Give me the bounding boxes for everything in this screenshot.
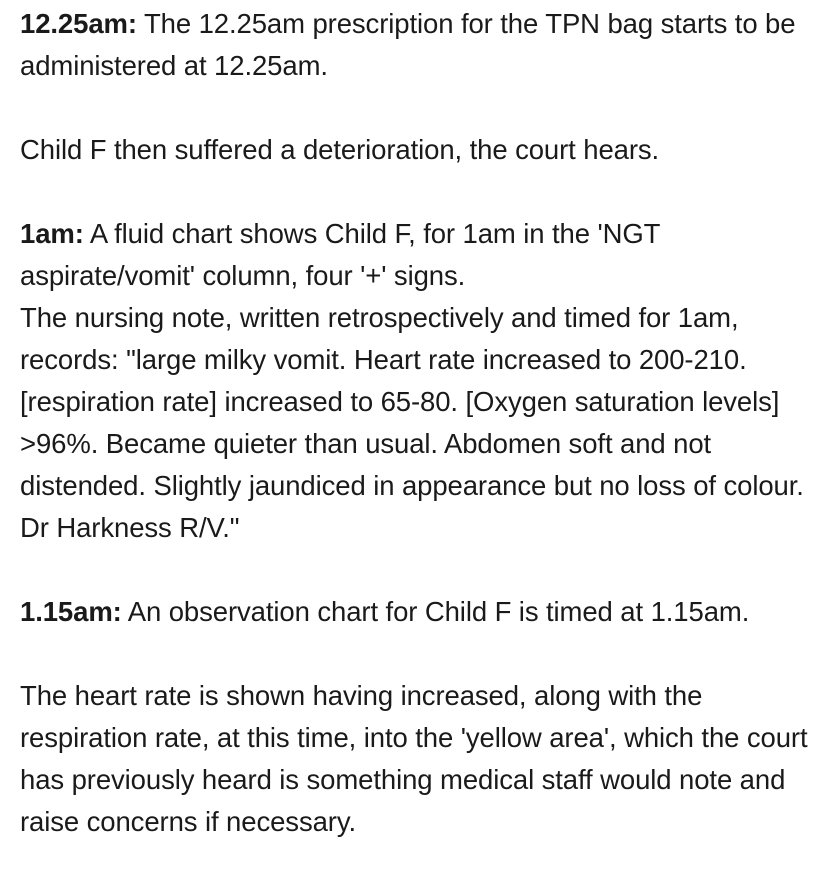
paragraph-spacer	[20, 171, 808, 213]
paragraph-spacer	[20, 87, 808, 129]
entry-text: An observation chart for Child F is timed at 1.15am.	[121, 596, 750, 627]
timestamp-115am: 1.15am:	[20, 596, 122, 627]
timestamp-1225am: 12.25am:	[20, 8, 137, 39]
heart-rate-paragraph: The heart rate is shown having increased, along with the respiration rate, at this time, into the 'yellow area', which the court has previously heard is something medical staff would note and raise concerns if necessary.	[20, 680, 808, 837]
article-body	[0, 3, 828, 843]
paragraph-spacer	[20, 549, 808, 591]
timestamp-1am: 1am:	[20, 218, 84, 249]
entry-text: A fluid chart shows Child F, for 1am in the 'NGT aspirate/vomit' column, four '+' signs.	[20, 218, 660, 291]
entry-text: The 12.25am prescription for the TPN bag starts to be administered at 12.25am.	[20, 8, 796, 81]
entry-1am	[20, 213, 808, 297]
nursing-note-paragraph: The nursing note, written retrospectively and timed for 1am, records: "large milky vomit. Heart rate increased to 200-210. [respiration rate] increased to 65-80. [Oxygen saturation levels] >96%. Became quieter than usual. Abdomen soft and not distended. Slightly jaundiced in appearance but no loss of colour. Dr Harkness R/V."	[20, 302, 804, 543]
entry-1225am	[20, 3, 808, 87]
paragraph-spacer	[20, 633, 808, 675]
deterioration-paragraph: Child F then suffered a deterioration, the court hears.	[20, 134, 660, 165]
entry-115am	[20, 591, 808, 633]
